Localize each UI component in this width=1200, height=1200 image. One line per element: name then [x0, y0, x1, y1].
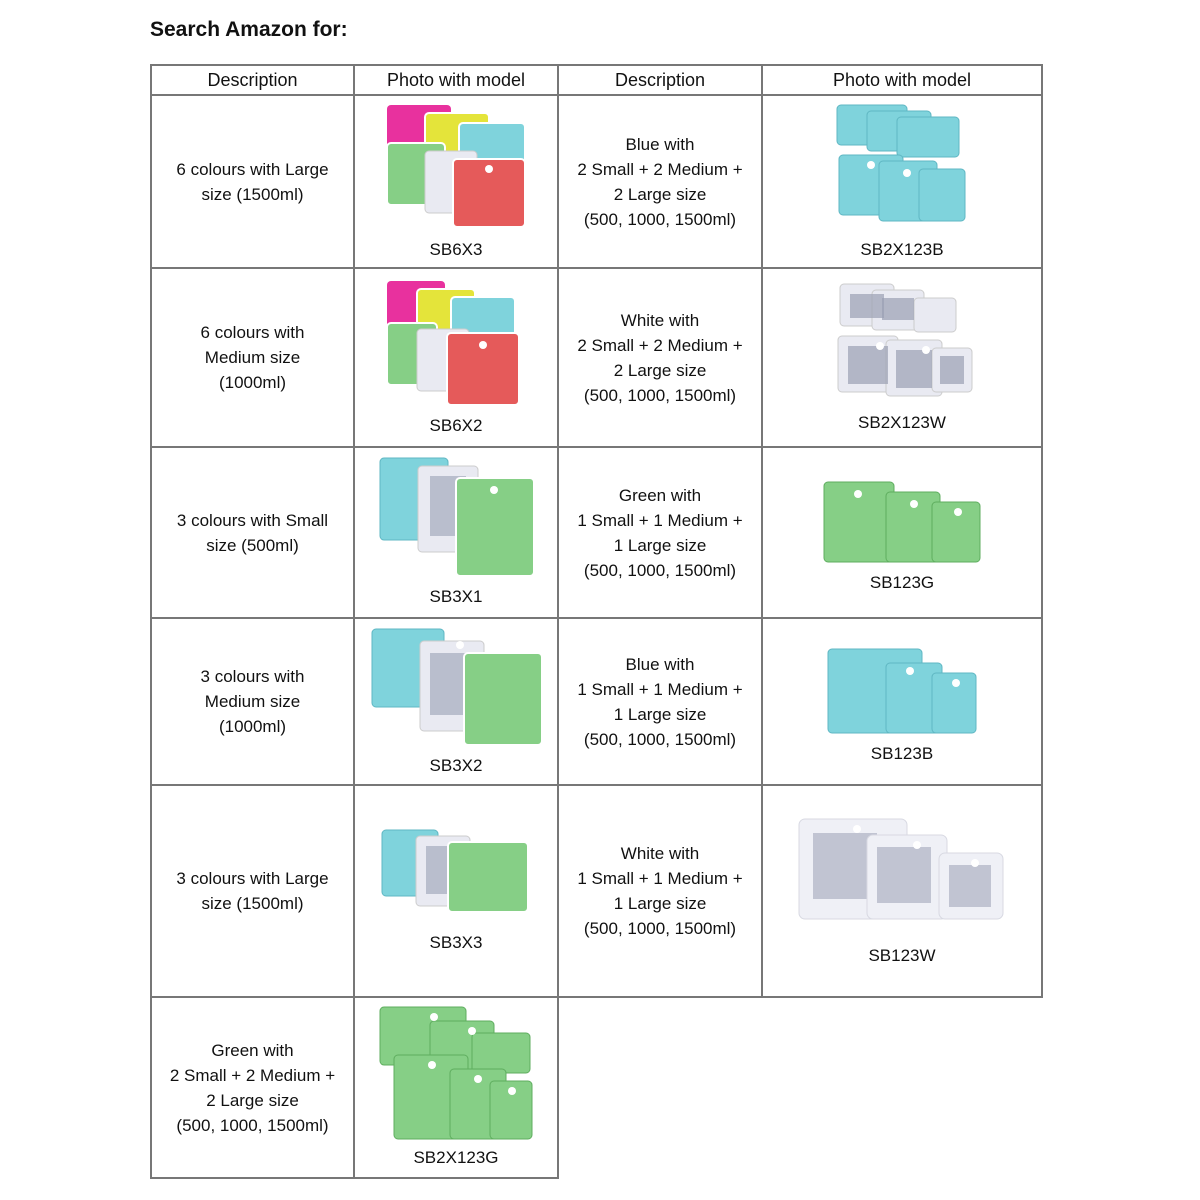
- desc-line: 2 Small + 2 Medium +: [577, 159, 743, 179]
- model-code: SB6X3: [429, 240, 483, 259]
- desc-line: 1 Large size: [613, 704, 707, 724]
- model-code: SB6X2: [429, 416, 483, 435]
- desc-line: (500, 1000, 1500ml): [583, 209, 737, 229]
- desc-line: Blue with: [625, 134, 695, 154]
- desc-line: Green with: [211, 1040, 294, 1060]
- table-row: [151, 268, 1042, 447]
- desc-line: Medium size: [204, 692, 301, 711]
- description-cell: [558, 785, 762, 997]
- desc-line: (500, 1000, 1500ml): [583, 729, 737, 749]
- column-header-photo: Photo with model: [354, 65, 558, 95]
- six-colour-set-icon: [381, 99, 531, 235]
- white-three-bag-icon: [795, 813, 1009, 933]
- white-six-bag-icon: [822, 278, 982, 408]
- model-code: SB123W: [868, 945, 936, 965]
- model-code: SB2X123W: [858, 413, 946, 432]
- table-row: [151, 95, 1042, 268]
- photo-cell: [762, 618, 1042, 785]
- six-colour-set-icon: [381, 275, 531, 411]
- desc-line: 6 colours with Large: [176, 159, 329, 179]
- page-heading: Search Amazon for:: [150, 18, 348, 41]
- table-row: [151, 618, 1042, 785]
- table-row: [151, 997, 1042, 1178]
- green-six-bag-icon: [376, 1003, 536, 1143]
- desc-line: Medium size: [204, 348, 301, 367]
- desc-line: (500, 1000, 1500ml): [583, 560, 737, 580]
- photo-cell: [762, 447, 1042, 618]
- desc-line: 3 colours with Large: [176, 869, 329, 888]
- desc-line: (1000ml): [218, 717, 287, 736]
- three-colour-set-icon: [378, 826, 534, 916]
- desc-line: 2 Small + 2 Medium +: [169, 1065, 336, 1085]
- column-header-description: Description: [558, 65, 762, 95]
- three-colour-set-icon: [376, 454, 536, 582]
- photo-cell: [354, 447, 558, 618]
- description-cell: [151, 618, 354, 785]
- column-header-description: Description: [151, 65, 354, 95]
- model-code: SB3X2: [429, 756, 483, 775]
- photo-cell: [762, 95, 1042, 268]
- desc-line: 2 Large size: [206, 1090, 299, 1110]
- photo-cell: [354, 268, 558, 447]
- product-table: [150, 64, 1043, 1179]
- desc-line: 6 colours with: [200, 323, 305, 342]
- desc-line: (500, 1000, 1500ml): [583, 385, 737, 405]
- photo-cell: [354, 785, 558, 997]
- photo-cell: [354, 95, 558, 268]
- description-cell: [558, 95, 762, 268]
- description-cell: [558, 447, 762, 618]
- model-code: SB2X123B: [860, 240, 944, 259]
- desc-line: 1 Small + 1 Medium +: [577, 510, 743, 530]
- desc-line: 2 Small + 2 Medium +: [577, 335, 743, 355]
- description-cell: [151, 785, 354, 997]
- model-code: SB3X3: [429, 932, 483, 952]
- desc-line: White with: [620, 310, 700, 330]
- desc-line: 1 Small + 1 Medium +: [577, 869, 743, 888]
- desc-line: 2 Large size: [613, 360, 707, 380]
- photo-cell: [354, 997, 558, 1178]
- desc-line: 1 Large size: [613, 894, 707, 913]
- description-cell: [151, 997, 354, 1178]
- model-code: SB3X1: [429, 587, 483, 606]
- desc-line: size (1500ml): [201, 894, 304, 913]
- description-cell: [151, 95, 354, 268]
- description-cell: [151, 268, 354, 447]
- model-code: SB123B: [870, 744, 934, 763]
- green-three-bag-icon: [820, 478, 984, 568]
- description-cell: [558, 268, 762, 447]
- photo-cell: [762, 268, 1042, 447]
- desc-line: White with: [620, 844, 700, 863]
- description-cell: [558, 618, 762, 785]
- photo-cell: [354, 618, 558, 785]
- model-code: SB2X123G: [413, 1148, 499, 1167]
- desc-line: 3 colours with Small: [176, 510, 329, 530]
- photo-cell: [762, 785, 1042, 997]
- desc-line: 3 colours with: [200, 667, 305, 686]
- desc-line: 1 Small + 1 Medium +: [577, 679, 743, 699]
- table-row: [151, 785, 1042, 997]
- column-header-photo: Photo with model: [762, 65, 1042, 95]
- table-row: [151, 447, 1042, 618]
- three-colour-set-icon: [368, 623, 544, 751]
- desc-line: (500, 1000, 1500ml): [176, 1115, 329, 1135]
- desc-line: Green with: [618, 485, 702, 505]
- desc-line: size (1500ml): [201, 184, 304, 204]
- blue-six-bag-icon: [827, 99, 977, 235]
- desc-line: size (500ml): [206, 535, 299, 555]
- desc-line: Blue with: [625, 654, 695, 674]
- blue-three-bag-icon: [824, 643, 980, 739]
- header-row: [151, 65, 1042, 95]
- desc-line: (1000ml): [218, 373, 287, 392]
- desc-line: 2 Large size: [613, 184, 707, 204]
- model-code: SB123G: [869, 573, 935, 592]
- desc-line: (500, 1000, 1500ml): [583, 919, 737, 938]
- empty-cell: [762, 997, 1042, 1178]
- description-cell: [151, 447, 354, 618]
- desc-line: 1 Large size: [613, 535, 707, 555]
- empty-cell: [558, 997, 762, 1178]
